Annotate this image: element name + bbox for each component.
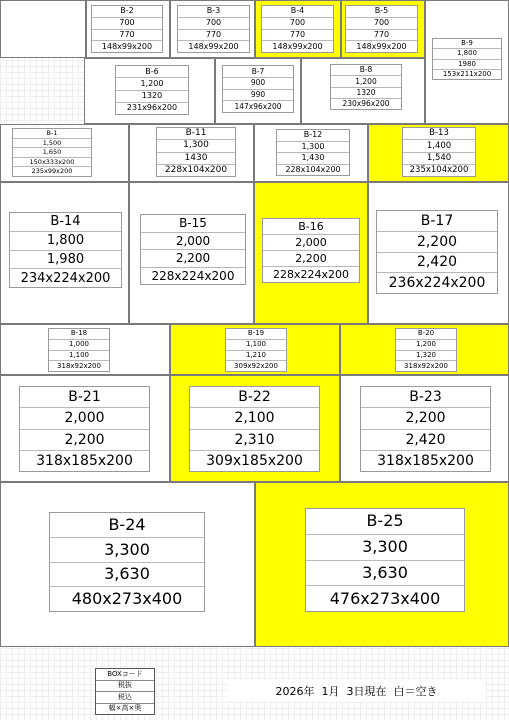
box-card-b5 xyxy=(345,5,418,53)
box-price-in-tax: 1430 xyxy=(157,152,235,164)
box-card-b12 xyxy=(276,129,350,176)
box-price-ex-tax: 3,300 xyxy=(50,537,204,562)
box-price-ex-tax: 900 xyxy=(223,77,293,89)
box-price-in-tax: 1320 xyxy=(116,90,188,102)
box-price-in-tax: 2,200 xyxy=(141,249,245,267)
box-code: B-16 xyxy=(298,220,324,233)
box-price-in-tax: 1,540 xyxy=(403,152,475,164)
box-card-b20 xyxy=(395,328,457,372)
box-price-ex-tax: 2,200 xyxy=(377,231,497,252)
box-size: 230x96x200 xyxy=(331,98,401,109)
box-card-b19 xyxy=(225,328,287,372)
box-code: B-13 xyxy=(429,128,449,139)
box-card-b7 xyxy=(222,65,294,113)
box-size: 228x224x200 xyxy=(141,267,245,285)
box-size-alt: 235x99x200 xyxy=(13,166,91,176)
box-size: 309x92x200 xyxy=(226,360,286,371)
box-size: 236x224x200 xyxy=(377,272,497,293)
box-price-in-tax: 990 xyxy=(223,89,293,101)
box-price-in-tax: 2,420 xyxy=(377,252,497,273)
box-code: B-23 xyxy=(409,389,442,406)
box-card-b25 xyxy=(305,508,465,612)
box-size: 318x92x200 xyxy=(49,360,109,371)
box-code: B-6 xyxy=(145,66,159,76)
box-card-b4 xyxy=(261,5,334,53)
box-price-in-tax: 1320 xyxy=(331,87,401,98)
box-code: B-17 xyxy=(420,212,454,229)
box-size: 148x99x200 xyxy=(92,40,162,52)
box-price-ex-tax: 2,000 xyxy=(141,232,245,250)
box-size: 318x185x200 xyxy=(20,450,149,471)
box-price-in-tax: 1,430 xyxy=(277,152,349,164)
box-size: 228x104x200 xyxy=(157,164,235,176)
box-code: B-7 xyxy=(251,66,265,76)
box-code: B-1 xyxy=(46,129,58,138)
box-size: 148x99x200 xyxy=(346,40,417,52)
box-price-ex-tax: 2,200 xyxy=(361,407,490,428)
box-size: 476x273x400 xyxy=(306,585,464,611)
box-price-in-tax: 2,200 xyxy=(263,250,359,266)
box-code: B-2 xyxy=(120,6,134,16)
box-card-b6 xyxy=(115,65,189,115)
box-card-b24 xyxy=(49,512,205,612)
legend-size-label: 幅×高×奥 xyxy=(96,703,154,715)
box-card-b11 xyxy=(156,127,236,177)
box-size: 318x185x200 xyxy=(361,450,490,471)
box-code: B-19 xyxy=(247,329,265,338)
box-size: 147x96x200 xyxy=(223,100,293,112)
box-price-ex-tax: 1,800 xyxy=(10,231,121,250)
legend-price-in-label: 税込 xyxy=(96,691,154,703)
box-card-b23 xyxy=(360,386,491,472)
box-code: B-5 xyxy=(374,6,389,16)
box-price-ex-tax: 700 xyxy=(262,17,333,29)
legend-code-label: BOXコード xyxy=(107,669,143,678)
box-size: 148x99x200 xyxy=(262,40,333,52)
box-card-b17 xyxy=(376,210,498,294)
box-code: B-22 xyxy=(238,389,271,406)
box-price-ex-tax: 1,200 xyxy=(331,75,401,86)
box-price-ex-tax: 3,300 xyxy=(306,534,464,560)
box-price-in-tax: 770 xyxy=(92,29,162,41)
box-price-in-tax: 770 xyxy=(262,29,333,41)
box-price-in-tax: 1,100 xyxy=(49,350,109,361)
box-card-b16 xyxy=(262,218,360,283)
cell-b2[interactable] xyxy=(0,0,86,58)
box-card-b13 xyxy=(402,127,476,177)
box-price-in-tax: 1,320 xyxy=(396,350,456,361)
box-size: 480x273x400 xyxy=(50,586,204,611)
box-size: 153x211x200 xyxy=(433,69,501,79)
box-size: 148x99x200 xyxy=(178,40,249,52)
box-code: B-8 xyxy=(359,65,373,75)
box-price-in-tax: 3,630 xyxy=(50,562,204,587)
box-price-in-tax: 2,310 xyxy=(190,429,319,450)
box-size: 228x104x200 xyxy=(277,164,349,176)
box-price-in-tax: 3,630 xyxy=(306,560,464,586)
box-price-in-tax: 770 xyxy=(346,29,417,41)
box-card-b8 xyxy=(330,64,402,110)
box-size: 235x104x200 xyxy=(403,164,475,176)
legend-price-ex-label: 税抜 xyxy=(96,680,154,692)
box-size: 318x92x200 xyxy=(396,360,456,371)
box-price-ex-tax: 1,300 xyxy=(157,139,235,151)
box-code: B-24 xyxy=(108,514,146,534)
box-size: 234x224x200 xyxy=(10,268,121,287)
box-price-in-tax: 770 xyxy=(178,29,249,41)
box-card-b21 xyxy=(19,386,150,472)
box-price-in-tax: 1,210 xyxy=(226,350,286,361)
box-code: B-4 xyxy=(290,6,305,16)
box-price-in-tax: 1980 xyxy=(433,59,501,69)
box-price-ex-tax: 1,200 xyxy=(116,77,188,89)
status-date-note: 2026年 1月 3日現在 白＝空き xyxy=(228,680,485,702)
box-price-in-tax: 1,650 xyxy=(13,147,91,157)
box-code: B-12 xyxy=(303,130,323,140)
box-price-ex-tax: 2,000 xyxy=(263,234,359,250)
box-card-b22 xyxy=(189,386,320,472)
legend-card xyxy=(95,668,155,715)
box-size: 150x333x200 xyxy=(13,157,91,167)
box-price-ex-tax: 1,500 xyxy=(13,138,91,148)
box-code: B-15 xyxy=(179,216,207,231)
box-code: B-18 xyxy=(70,329,88,338)
box-price-in-tax: 2,200 xyxy=(20,429,149,450)
box-price-ex-tax: 2,100 xyxy=(190,407,319,428)
box-code: B-25 xyxy=(366,511,404,531)
box-card-b2 xyxy=(91,5,163,53)
box-price-ex-tax: 1,800 xyxy=(433,48,501,58)
box-price-ex-tax: 700 xyxy=(92,17,162,29)
box-price-in-tax: 2,420 xyxy=(361,429,490,450)
box-price-in-tax: 1,980 xyxy=(10,250,121,269)
box-price-ex-tax: 700 xyxy=(178,17,249,29)
box-code: B-20 xyxy=(417,329,435,338)
box-card-b15 xyxy=(140,214,246,285)
box-card-b1 xyxy=(12,128,92,177)
box-code: B-3 xyxy=(206,6,221,16)
box-code: B-21 xyxy=(68,389,101,406)
box-code: B-14 xyxy=(50,214,81,230)
box-size: 228x224x200 xyxy=(263,266,359,282)
box-price-ex-tax: 1,400 xyxy=(403,139,475,151)
box-card-b3 xyxy=(177,5,250,53)
box-price-ex-tax: 1,100 xyxy=(226,339,286,350)
box-size: 309x185x200 xyxy=(190,450,319,471)
box-card-b14 xyxy=(9,212,122,288)
box-price-ex-tax: 1,000 xyxy=(49,339,109,350)
box-card-b18 xyxy=(48,328,110,372)
box-price-ex-tax: 1,200 xyxy=(396,339,456,350)
box-code: B-11 xyxy=(185,128,207,139)
box-price-ex-tax: 1,300 xyxy=(277,141,349,153)
box-size: 231x96x200 xyxy=(116,102,188,114)
box-price-ex-tax: 2,000 xyxy=(20,407,149,428)
box-code: B-9 xyxy=(461,39,473,48)
box-price-ex-tax: 700 xyxy=(346,17,417,29)
box-card-b9 xyxy=(432,38,502,80)
